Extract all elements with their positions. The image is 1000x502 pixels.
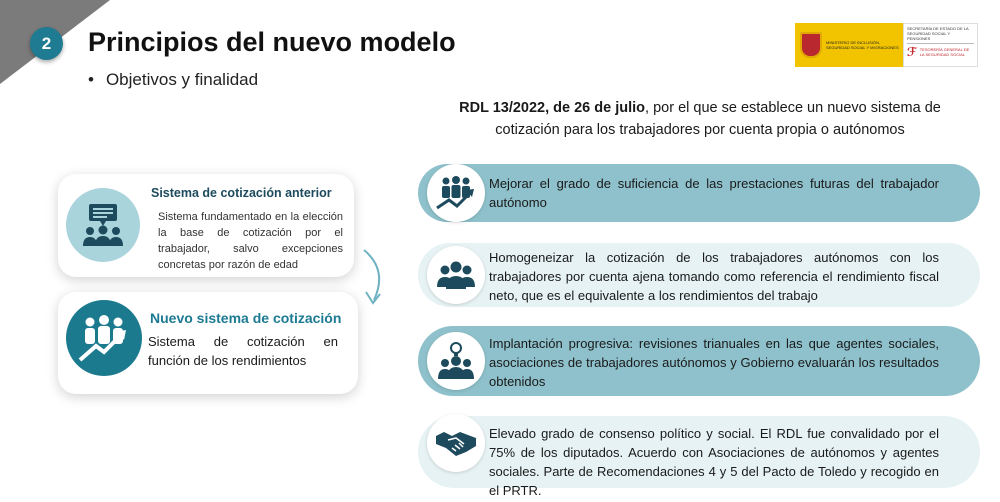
new-system-icon-circle [66, 300, 142, 376]
logo-ministry-block [795, 23, 903, 67]
objective-text-2: Homogeneizar la cotización de los trabajadores autónomos con los trabajadores por cuenta ajena tomando como referencia el rendimiento fiscal neto, que es el equivalente a los rendimientos del trabajo [489, 250, 939, 303]
logo-secretaria-block [903, 23, 978, 67]
old-system-icon-circle [66, 188, 140, 262]
logo-tgss-text: TESORERÍA GENERAL DE LA SEGURIDAD SOCIAL [919, 47, 970, 57]
growth-group-icon [76, 310, 132, 366]
old-system-title: Sistema de cotización anterior [151, 186, 332, 200]
subtitle-bullet: • [88, 70, 94, 89]
old-system-text: Sistema fundamentado en la elección la base de cotización por el trabajador, salvo excepciones concretas por razón de edad [158, 211, 343, 271]
new-system-title: Nuevo sistema de cotización [150, 310, 342, 326]
rdl-heading-bold: RDL 13/2022, de 26 de julio [459, 100, 646, 116]
objective-text-4: Elevado grado de consenso político y social. El RDL fue convalidado por el 75% de los diputados. Acuerdo con Asociaciones de autónomos y agentes sociales. Parte de Recomendaciones 4 y 5 del Pacto de Toledo y recogido en el PRTR. [489, 426, 939, 498]
coat-of-arms-icon [800, 32, 822, 58]
growth-group-icon [435, 174, 477, 212]
tgss-mark-icon: ℱ [907, 45, 917, 59]
logo-secretaria-text: SECRETARÍA DE ESTADO DE LA SEGURIDAD SOCIAL Y PENSIONES [907, 26, 974, 44]
objective-icon-circle-3 [427, 332, 485, 390]
group-icon [436, 259, 476, 291]
objective-icon-circle-2 [427, 246, 485, 304]
page-title: Principios del nuevo modelo [88, 27, 456, 57]
handshake-icon [434, 428, 478, 458]
chat-group-icon [80, 202, 126, 248]
objective-text-1: Mejorar el grado de suficiencia de las prestaciones futuras del trabajador autónomo [489, 176, 939, 210]
logo-ministry-text: MINISTERIO DE INCLUSIÓN, SEGURIDAD SOCIAL Y MIGRACIONES [826, 40, 899, 50]
subtitle-text: Objetivos y finalidad [105, 70, 259, 89]
objective-icon-circle-4 [427, 414, 485, 472]
subtitle [88, 70, 258, 90]
curved-arrow-icon [352, 248, 388, 310]
government-logo [795, 23, 978, 67]
new-system-text: Sistema de cotización en función de los rendimientos [148, 334, 338, 368]
idea-group-icon [436, 341, 476, 381]
objective-text-3: Implantación progresiva: revisiones trianuales en las que agentes sociales, asociaciones de trabajadores autónomos y Gobierno evaluarán los resultados obtenidos [489, 336, 939, 389]
objective-icon-circle-1 [427, 164, 485, 222]
logo-tgss-row [907, 46, 974, 58]
rdl-heading [430, 97, 970, 141]
rdl-heading-rest: , por el que se establece un nuevo sistema de cotización para los trabajadores por cuenta propia o autónomos [495, 100, 941, 138]
section-number-badge: 2 [30, 27, 63, 60]
